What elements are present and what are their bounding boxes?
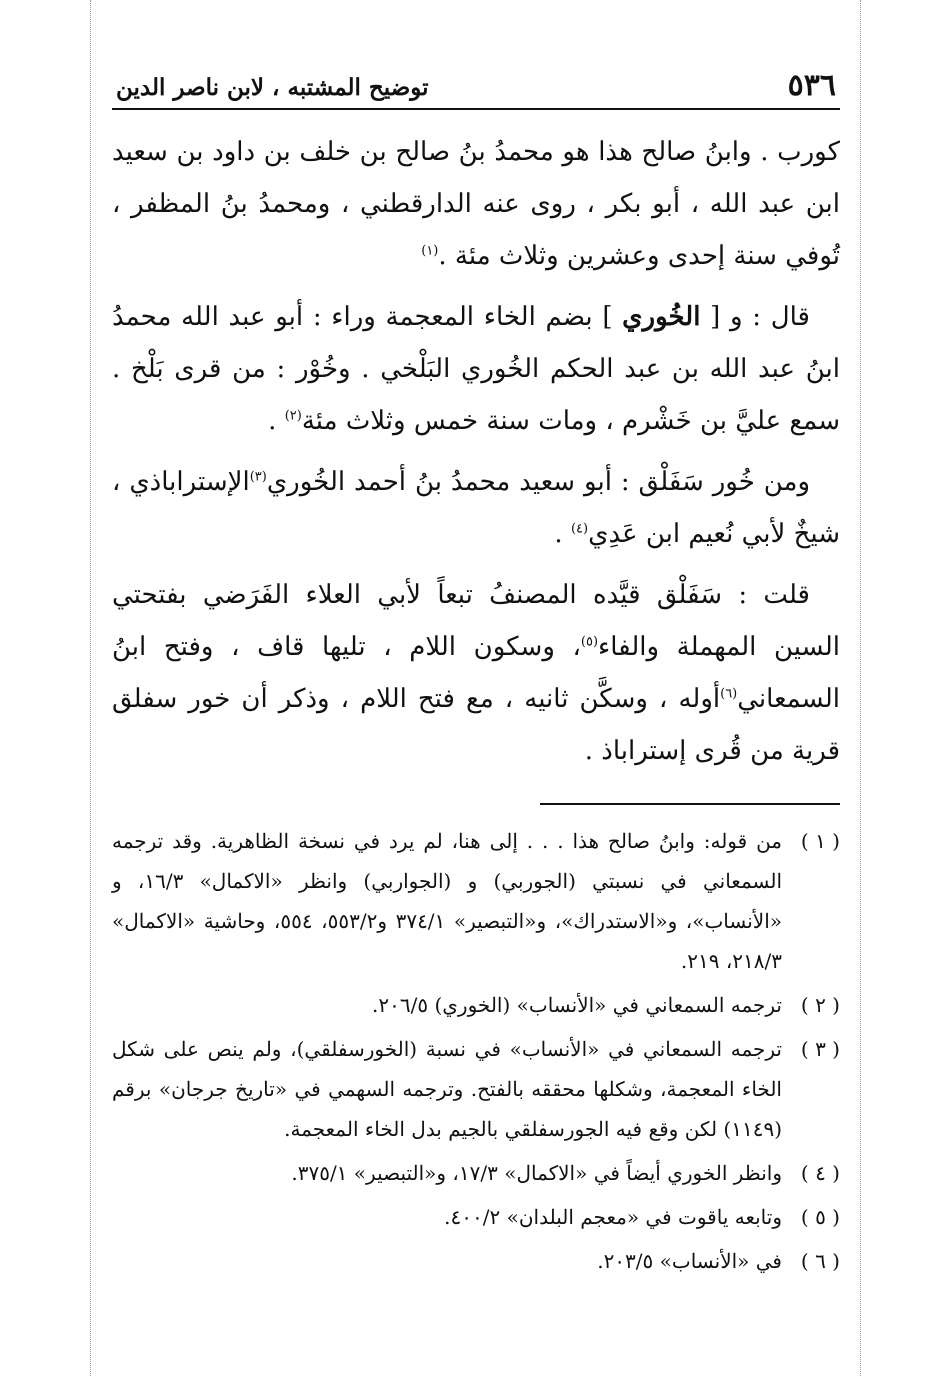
paragraph-3 [112,456,840,560]
paragraph-1 [112,126,840,282]
running-title: توضيح المشتبه ، لابن ناصر الدين [116,74,429,101]
paragraph-4-text-c: أوله ، وسكَّن ثانيه ، مع فتح اللام ، وذكر أن خور سفلق قرية من قُرى إستراباذ . [112,684,840,766]
footnote-5 [112,1197,840,1237]
footnote-ref-6: (٦) [720,686,738,702]
main-text [112,126,840,777]
footnote-text: وانظر الخوري أيضاً في «الاكمال» ١٧/٣، و«التبصير» ٣٧٥/١. [291,1161,782,1185]
footnote-1 [112,821,840,981]
footnote-separator [540,803,840,805]
paragraph-2-lead: قال : و [ [700,302,810,332]
paragraph-1-text: كورب . وابنُ صالح هذا هو محمدُ بنُ صالح بن خلف بن داود بن سعيد ابن عبد الله ، أبو بكر ، روى عنه الدارقطني ، ومحمدُ بنُ المظفر ، تُوفي سنة إحدى وعشرين وثلاث مئة . [112,137,840,271]
footnote-number: ( ٥ ) [800,1205,840,1229]
footnote-text: من قوله: وابنُ صالح هذا . . . إلى هنا، لم يرد في نسخة الظاهرية. وقد ترجمه السمعاني في نسبتي (الجوربي) و (الجواربي) وانظر «الاكمال» ١٦/٣، و «الأنساب»، و«الاستدراك»، و«التبصير» ٣٧٤/١ و٥٥٣/٢، ٥٥٤، وحاشية «الاكمال» ٢١٨/٣، ٢١٩. [112,829,783,973]
footnote-ref-1: (١) [421,243,439,259]
footnote-number: ( ١ ) [800,829,840,853]
footnote-2 [112,985,840,1025]
paragraph-2-tail: . [268,406,285,436]
paragraph-3-text-b: الإستراباذي ، شيخٌ لأبي نُعيم ابن عَدِي [112,467,840,549]
footnote-number: ( ٤ ) [800,1161,840,1185]
scan-margin-right [860,0,861,1376]
footnote-text: ترجمه السمعاني في «الأنساب» (الخوري) ٢٠٦/٥. [372,993,782,1017]
footnote-number: ( ٣ ) [800,1037,840,1061]
footnote-ref-3: (٣) [249,469,267,485]
footnote-ref-2: (٢) [284,408,302,424]
paragraph-3-tail: . [554,519,571,549]
scan-margin-left [90,0,91,1376]
paragraph-4 [112,569,840,777]
running-header [112,68,840,110]
footnote-text: وتابعه ياقوت في «معجم البلدان» ٤٠٠/٢. [444,1205,782,1229]
footnote-ref-4: (٤) [570,521,589,537]
footnote-3 [112,1029,840,1149]
paragraph-2 [112,291,840,447]
book-page [112,68,840,1285]
paragraph-2-text: ] بضم الخاء المعجمة وراء : أبو عبد الله محمدُ ابنُ عبد الله بن عبد الحكم الخُوري البَلْخي . وخُوْر : من قرى بَلْخ . سمع عليَّ بن خَشْرم ، ومات سنة خمس وثلاث مئة [112,302,840,436]
footnote-ref-5: (٥) [580,634,599,650]
footnote-6 [112,1241,840,1281]
footnotes [112,821,840,1281]
page-number: ٥٣٦ [787,68,836,103]
footnote-number: ( ٢ ) [800,993,840,1017]
paragraph-4-text-b: ، وسكون اللام ، تليها قاف ، وفتح ابنُ السمعاني [112,632,840,714]
footnote-text: ترجمه السمعاني في «الأنساب» في نسبة (الخورسفلقي)، ولم ينص على شكل الخاء المعجمة، وشكلها محققه بالفتح. وترجمه السهمي في «تاريخ جرجان» برقم (١١٤٩) لكن وقع فيه الجورسفلقي بالجيم بدل الخاء المعجمة. [112,1037,782,1141]
paragraph-3-text-a: ومن خُور سَفَلْق : أبو سعيد محمدُ بنُ أحمد الخُوري [266,467,811,497]
entry-term-khuri: الخُوري [622,302,701,332]
footnote-number: ( ٦ ) [800,1249,840,1273]
footnote-4 [112,1153,840,1193]
footnote-text: في «الأنساب» ٢٠٣/٥. [597,1249,782,1273]
paragraph-4-text-a: قلت : سَفَلْق قيَّده المصنفُ تبعاً لأبي العلاء الفَرَضي بفتحتي السين المهملة والفاء [112,580,840,662]
